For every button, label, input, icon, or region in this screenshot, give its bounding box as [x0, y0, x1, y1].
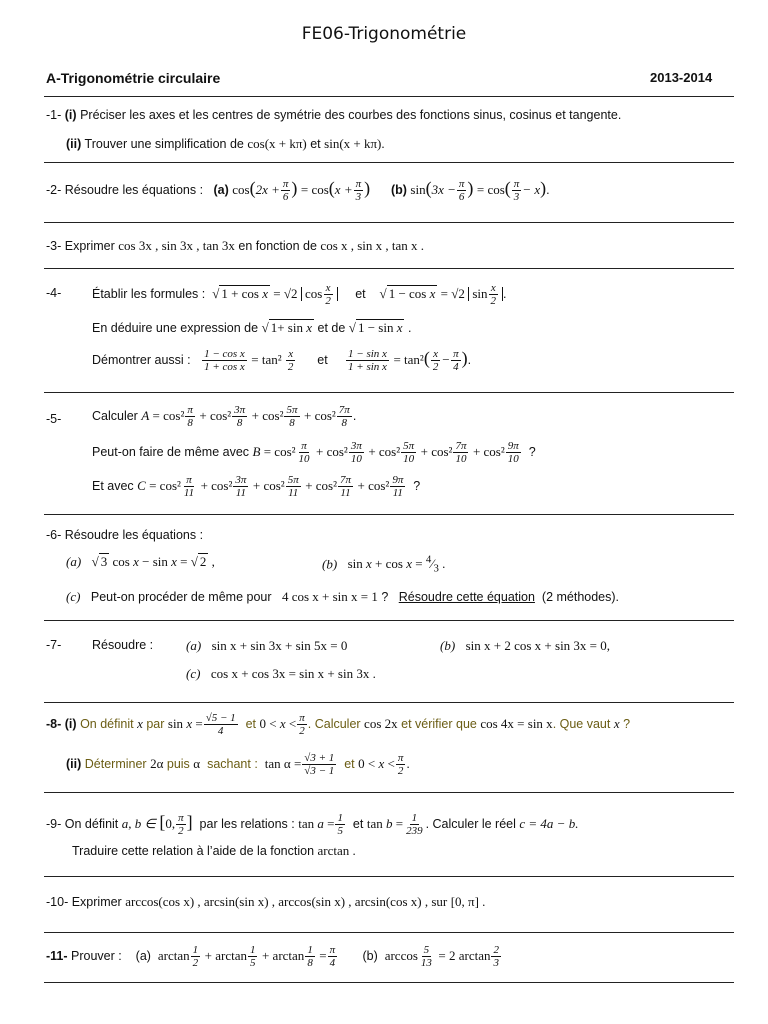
q1-line2: (ii) Trouver une simplification de cos(x + kπ) et sin(x + kπ). [66, 136, 385, 151]
q11-line: -11- Prouver : (a) arctan $\frac{1}{2}$ + arctan $\frac{1}{5}$ + arctan $\frac{1}{8}$ = $\frac{\pi}{4}$ (b) arccos $\frac{5}{13}$ = 2 arctan $\frac{2}{3}$ [46, 944, 499, 969]
q4-num: -4- [46, 286, 62, 300]
divider [44, 96, 734, 97]
q6-line3: (c) Peut-on procéder de même pour 4 cos x + sin x = 1 ? Résoudre cette équation (2 méthodes). [66, 589, 620, 604]
q7-eq-a: (a) sin x + sin 3x + sin 5x = 0 [186, 638, 348, 653]
divider [44, 514, 734, 515]
q6-line1: -6- Résoudre les équations : [46, 528, 204, 542]
q9-line1: -9- On définit a, b ∈ [0, $\frac{\pi}{2}$ ] par les relations : tan a = $\frac{1}{5}$ et tan b = $\frac{1}{239}$ . Calculer le réel c = 4a − b. [46, 812, 579, 838]
q7-eq-b: (b) sin x + 2 cos x + sin 3x = 0, [440, 638, 611, 653]
q1-line1: -1- (i) Préciser les axes et les centres de symétrie des courbes des fonctions sinus, cosinus et tangente. [46, 108, 622, 122]
divider [44, 932, 734, 933]
school-year: 2013-2014 [650, 70, 713, 85]
q3-line: -3- Exprimer cos 3x , sin 3x , tan 3x en fonction de cos x , sin x , tan x . [46, 238, 425, 253]
q4-line3: Démontrer aussi : $\frac{\text{1 − cos x}}{\text{1 + cos x}}$ = tan² $\frac{x}{2}$ et $\frac{\text{1 − sin x}}{\text{1 + sin x}}$ = tan²( $\frac{x}{2}$ − $\frac{\pi}{4}$ ). [92, 348, 472, 374]
q8-line1: -8- (i) On définit x par sin x = $\frac{√5 - 1}{4}$ et 0 < x < $\frac{\pi}{2}$ . Calculer cos 2x et vérifier que cos 4x = sin x. Que vaut x ? [46, 712, 631, 737]
divider [44, 982, 734, 983]
q7-label: Résoudre : [92, 638, 154, 652]
q5-line1: Calculer A = cos² $\frac{\pi}{8}$ + cos² $\frac{3\pi}{8}$ + cos² $\frac{5\pi}{8}$ + cos² $\frac{7\pi}{8}$ . [92, 404, 357, 429]
q6-eq-b: (b) $\sin x + \cos x = ^4⁄_3$ . [322, 554, 446, 575]
divider [44, 702, 734, 703]
document-title: FE06-Trigonométrie [301, 24, 467, 44]
q7-eq-c: (c) cos x + cos 3x = sin x + sin 3x . [186, 666, 376, 681]
divider [44, 392, 734, 393]
divider [44, 162, 734, 163]
q4-line1: Établir les formules : √ 1 + cos x = √2 cos $\frac{x}{2}$ et √ 1 − cos x = √2 sin $\frac{x}{2}$ . [92, 282, 507, 307]
section-title: A-Trigonométrie circulaire [46, 70, 221, 86]
q10-line: -10- Exprimer arccos(cos x) , arcsin(sin x) , arccos(sin x) , arcsin(cos x) , sur [0, π] . [46, 894, 486, 909]
q5-num: -5- [46, 412, 62, 426]
q2-line: -2- Résoudre les équations : (a) cos(2x + $\frac{\pi}{6}$ ) = cos(x + $\frac{\pi}{3}$ ) (b) sin(3x − $\frac{\pi}{6}$ ) = cos( $\frac{\pi}{3}$ − x). [46, 178, 550, 204]
q8-line2: (ii) Déterminer 2α puis α sachant : tan α = $\frac{√3 + 1}{√3 - 1}$ et 0 < x < $\frac{\pi}{2}$ . [66, 752, 410, 777]
q6-line2: (a) √ 3 cos x − sin x = √ 2 , [66, 554, 215, 569]
divider [44, 222, 734, 223]
q5-line2: Peut-on faire de même avec B = cos² $\frac{\pi}{10}$ + cos² $\frac{3\pi}{10}$ + cos² $\frac{5\pi}{10}$ + cos² $\frac{7\pi}{10}$ + cos² $\frac{9\pi}{10}$ ? [92, 440, 536, 465]
q7-num: -7- [46, 638, 62, 652]
divider [44, 876, 734, 877]
q4-line2: En déduire une expression de √ 1+ sin x et de √ 1 − sin x . [92, 320, 412, 335]
divider [44, 792, 734, 793]
divider [44, 620, 734, 621]
divider [44, 268, 734, 269]
q9-line2: Traduire cette relation à l’aide de la fonction arctan . [72, 843, 356, 858]
q5-line3: Et avec C = cos² $\frac{\pi}{11}$ + cos² $\frac{3\pi}{11}$ + cos² $\frac{5\pi}{11}$ + cos² $\frac{7\pi}{11}$ + cos² $\frac{9\pi}{11}$ ? [92, 474, 421, 499]
